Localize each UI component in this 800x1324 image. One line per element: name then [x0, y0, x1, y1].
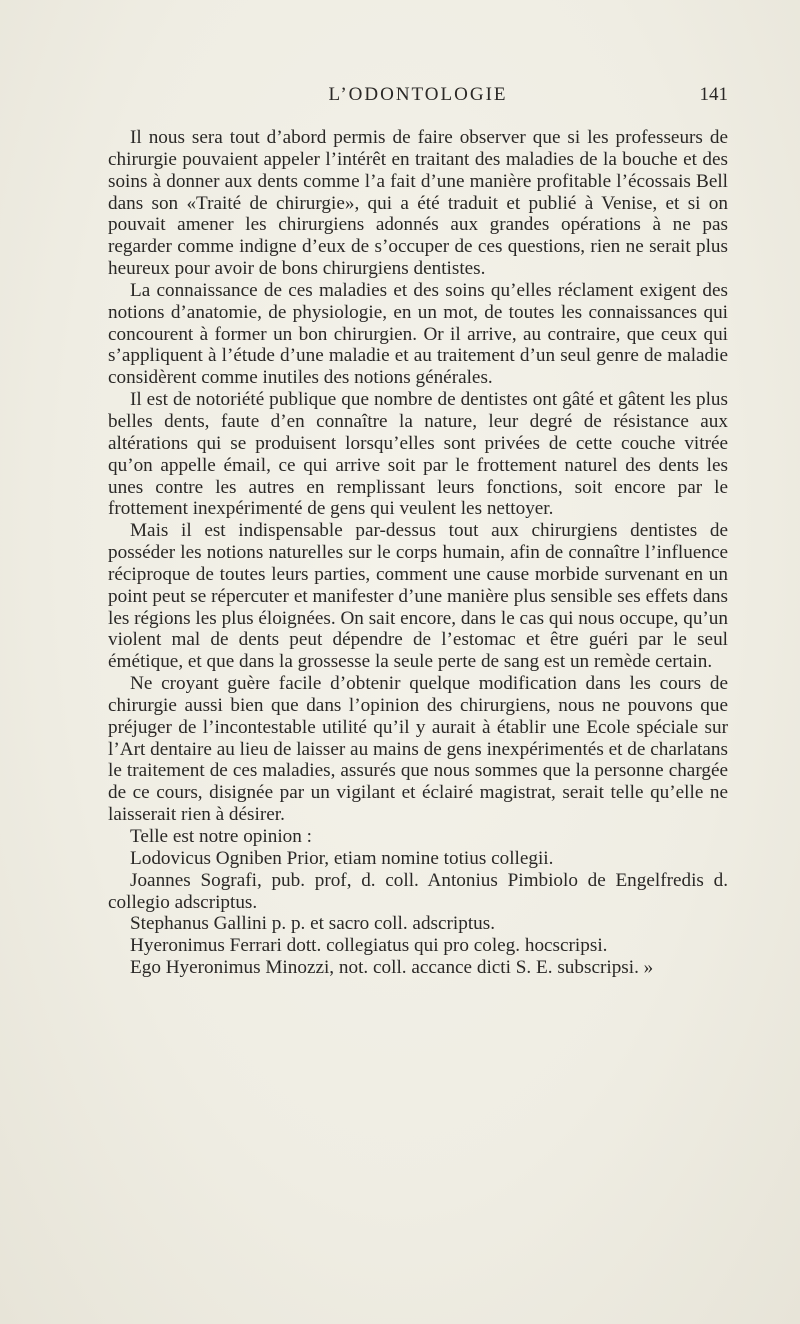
page-header: [108, 84, 728, 114]
paragraph: Il est de notoriété publique que nombre de dentistes ont gâté et gâtent les plus belles dents, faute d’en connaître la nature, leur degré de résistance aux altérations qui se produisent lorsqu’elles sont privées de cette couche vitrée qu’on appelle émail, ce qui arrive soit par le frottement naturel des dents les unes contre les autres en remplissant leurs fonctions, soit encore par le frottement inexpérimenté de gens qui veulent les nettoyer.: [108, 389, 728, 520]
signature-line: Hyeronimus Ferrari dott. collegiatus qui pro coleg. hocscripsi.: [130, 935, 608, 957]
signature-line: Lodovicus Ogniben Prior, etiam nomine totius collegii.: [130, 847, 554, 869]
signature-line: Joannes Sografi, pub. prof, d. coll. Antonius Pimbiolo de Engelfredis d. collegio adscriptus.: [108, 869, 728, 913]
signature-line: Ego Hyeronimus Minozzi, not. coll. accance dicti S. E. subscripsi. »: [130, 957, 654, 979]
paragraph: La connaissance de ces maladies et des soins qu’elles réclament exigent des notions d’anatomie, de physiologie, en un mot, de toutes les connaissances qui concourent à former un bon chirurgien. Or il arrive, au contraire, que ceux qui s’appliquent à l’étude d’une maladie et au traitement d’un seul genre de maladie considèrent comme inutiles des notions générales.: [108, 279, 728, 389]
paragraph: Ne croyant guère facile d’obtenir quelque modification dans les cours de chirurgie aussi bien que dans l’opinion des chirurgiens, nous ne pouvons que préjuger de l’incontestable utilité qu’il y aurait à établir une Ecole spéciale sur l’Art dentaire au lieu de laisser au mains de gens inexpérimentés et de charlatans le traitement de ces maladies, assurés que nous sommes que la personne chargée de ce cours, disignée par un vigilant et éclairé magistrat, serait telle qu’elle ne laisserait rien à désirer.: [108, 673, 728, 826]
closing-line: Telle est notre opinion :: [130, 826, 312, 847]
paragraph: Mais il est indispensable par-dessus tout aux chirurgiens dentistes de posséder les notions naturelles sur le corps humain, afin de connaître l’influence réciproque de toutes leurs parties, comment une cause morbide survenant en un point peut se répercuter et manifester d’une manière plus sensible ses effets dans les régions les plus éloignées. On sait encore, dans le cas qui nous occupe, qu’un violent mal de dents peut dépendre de l’estomac et être guéri par le seul émétique, et que dans la grossesse la seule perte de sang est un remède certain.: [108, 520, 728, 673]
running-title: L’ODONTOLOGIE: [328, 84, 508, 105]
page-number: 141: [699, 84, 728, 105]
paragraph: Il nous sera tout d’abord permis de faire observer que si les professeurs de chirurgie pouvaient appeler l’intérêt en traitant des maladies de la bouche et des soins à donner aux dents comme l’a fait d’une manière profitable l’écossais Bell dans son «Traité de chirurgie», qui a été traduit et publié à Venise, et si on pouvait amener les chirurgiens adonnés aux grandes opérations à ne pas regarder comme indigne d’eux de s’occuper de ces questions, rien ne serait plus heureux pour avoir de bons chirurgiens dentistes.: [108, 127, 728, 280]
body-text: [108, 127, 728, 979]
signature-line: Stephanus Gallini p. p. et sacro coll. adscriptus.: [130, 913, 496, 935]
